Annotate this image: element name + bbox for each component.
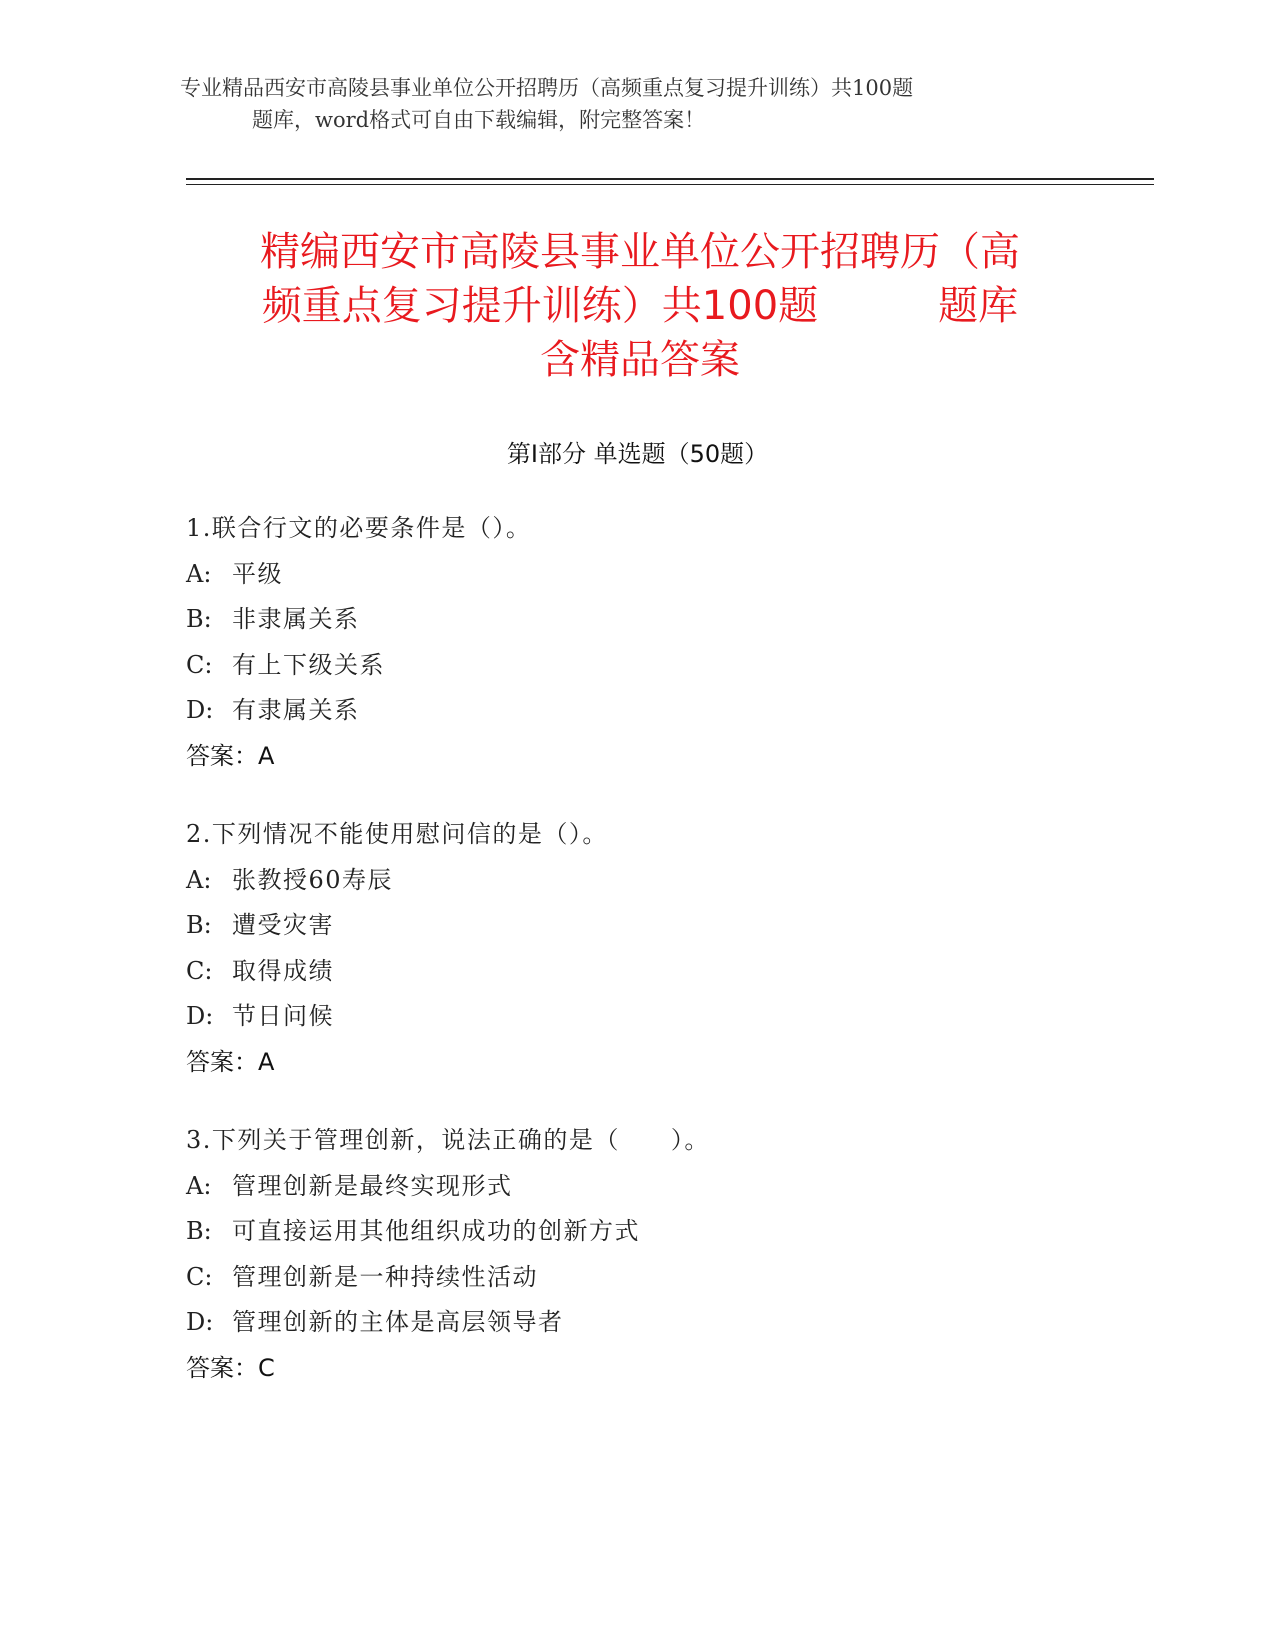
question-stem: 3.下列关于管理创新，说法正确的是（ ）。: [186, 1126, 710, 1154]
title-line-3: 含精品答案: [540, 337, 740, 383]
option-text: 管理创新是一种持续性活动: [232, 1262, 538, 1291]
option-key: A:: [186, 559, 212, 588]
option-key: D:: [186, 1308, 214, 1336]
option-text: 管理创新的主体是高层领导者: [232, 1308, 564, 1336]
option-b: [186, 1209, 1146, 1255]
answer-line: 答案：A: [186, 741, 275, 770]
document-header-note: [180, 72, 1060, 136]
option-c: [186, 643, 1146, 689]
option-text: 张教授60寿辰: [232, 865, 394, 894]
option-c: [186, 1255, 1146, 1301]
section-heading: 第Ⅰ部分 单选题（50题）: [506, 440, 769, 468]
header-divider-thick: [186, 178, 1154, 180]
option-key: D:: [186, 696, 214, 724]
option-key: B:: [186, 1217, 212, 1245]
option-d: [186, 994, 1146, 1040]
option-b: [186, 597, 1146, 643]
document-title: [150, 225, 1130, 387]
question-stem: 1.联合行文的必要条件是（）。: [186, 514, 532, 542]
title-line-2b: 题库: [938, 283, 1019, 329]
title-line-2: [150, 279, 1130, 333]
option-c: [186, 949, 1146, 995]
option-key: A:: [186, 1171, 212, 1200]
question-block: [186, 506, 1146, 779]
header-divider-thin: [186, 184, 1154, 185]
question-stem: 2.下列情况不能使用慰问信的是（）。: [186, 820, 608, 848]
option-text: 可直接运用其他组织成功的创新方式: [232, 1217, 640, 1245]
option-text: 遭受灾害: [232, 911, 334, 939]
option-text: 管理创新是最终实现形式: [232, 1171, 513, 1200]
question-block: [186, 1118, 1146, 1391]
option-key: D:: [186, 1002, 214, 1030]
option-text: 有隶属关系: [232, 696, 360, 724]
option-b: [186, 903, 1146, 949]
header-line-1: 专业精品西安市高陵县事业单位公开招聘历（高频重点复习提升训练）共100题: [180, 76, 914, 100]
title-line-1: 精编西安市高陵县事业单位公开招聘历（高: [260, 229, 1020, 275]
header-line-2: 题库，word格式可自由下载编辑，附完整答案！: [252, 108, 706, 132]
option-d: [186, 1300, 1146, 1346]
option-text: 非隶属关系: [232, 605, 360, 633]
option-text: 取得成绩: [232, 956, 334, 985]
option-key: C:: [186, 650, 213, 679]
option-key: B:: [186, 911, 212, 939]
answer-line: 答案：C: [186, 1353, 275, 1382]
answer-line: 答案：A: [186, 1047, 275, 1076]
option-text: 有上下级关系: [232, 650, 385, 679]
option-a: [186, 552, 1146, 598]
title-line-2a: 频重点复习提升训练）共100题: [261, 283, 819, 329]
option-key: A:: [186, 865, 212, 894]
option-text: 平级: [232, 559, 283, 588]
question-block: [186, 812, 1146, 1085]
option-text: 节日问候: [232, 1002, 334, 1030]
option-key: C:: [186, 1262, 213, 1291]
option-key: C:: [186, 956, 213, 985]
option-key: B:: [186, 605, 212, 633]
option-a: [186, 858, 1146, 904]
option-a: [186, 1164, 1146, 1210]
option-d: [186, 688, 1146, 734]
